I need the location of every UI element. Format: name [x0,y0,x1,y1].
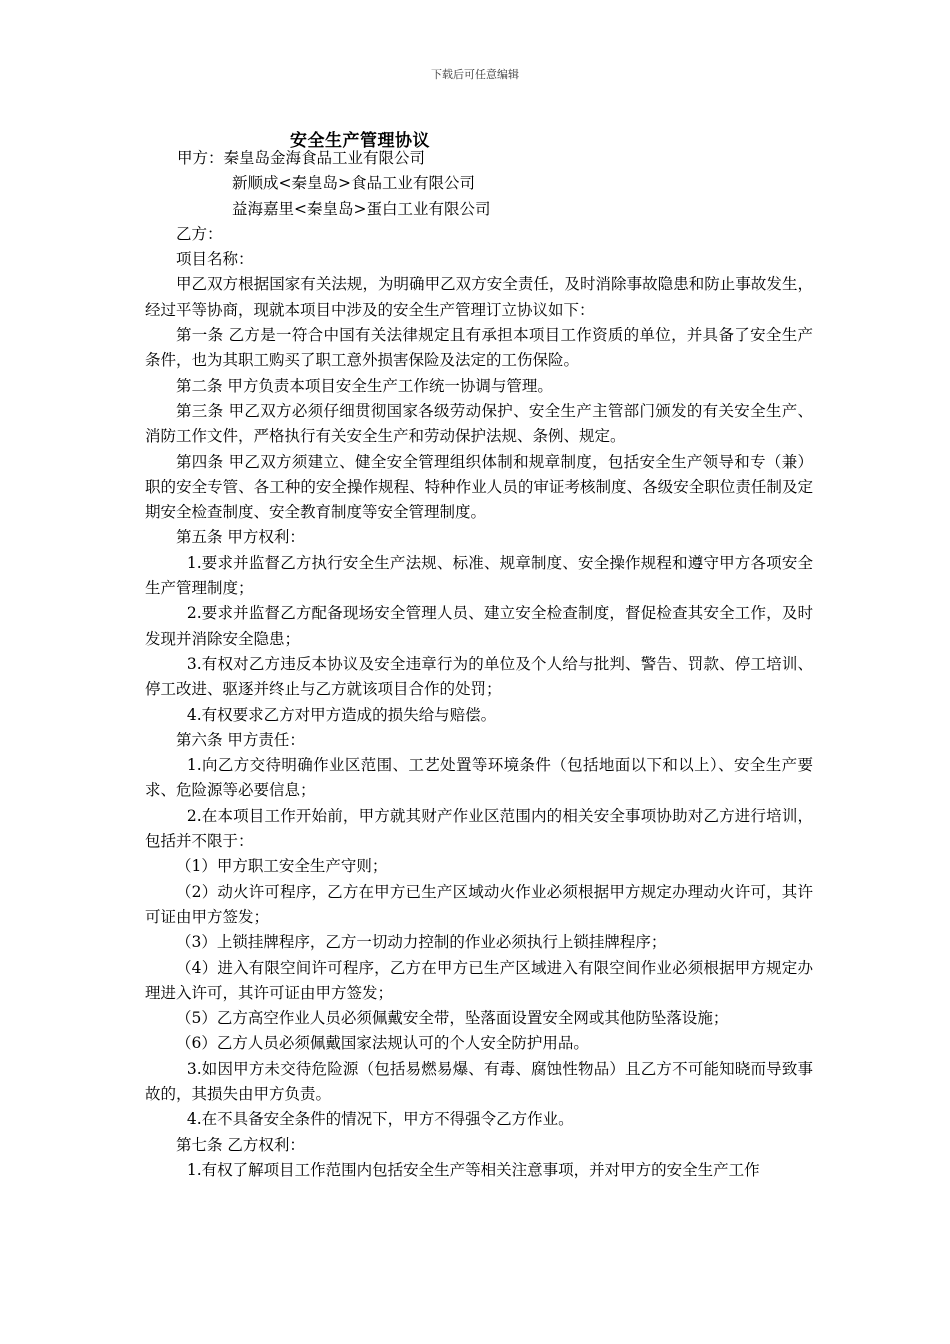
paragraph: 第七条 乙方权利： [176,1135,305,1154]
paragraph: 2.要求并监督乙方配备现场安全管理人员、建立安全检查制度，督促检查其安全工作，及时发现并消除安全隐患； [145,604,813,648]
paragraph: 1.要求并监督乙方执行安全生产法规、标准、规章制度、安全操作规程和遵守甲方各项安全生产管理制度； [145,553,813,598]
document-title: 安全生产管理协议 [290,131,430,151]
paragraph: 第五条 甲方权利： [176,528,305,547]
paragraph: 第三条 甲乙双方必须仔细贯彻国家各级劳动保护、安全生产主管部门颁发的有关安全生产、消防工作文件，严格执行有关安全生产和劳动保护法规、条例、规定。 [145,401,813,446]
paragraph: （5）乙方高空作业人员必须佩戴安全带，坠落面设置安全网或其他防坠落设施； [176,1009,729,1028]
paragraph: 4.有权要求乙方对甲方造成的损失给与赔偿。 [186,705,497,724]
paragraph: 1.有权了解项目工作范围内包括安全生产等相关注意事项，并对甲方的安全生产工作 [186,1160,760,1179]
document-body [145,146,813,1183]
paragraph: （2）动火许可程序，乙方在甲方已生产区域动火作业必须根据甲方规定办理动火许可，其许可证由甲方签发； [145,882,813,926]
paragraph: 第二条 甲方负责本项目安全生产工作统一协调与管理。 [176,376,553,395]
paragraph: 第一条 乙方是一符合中国有关法律规定且有承担本项目工作资质的单位，并具备了安全生产条件，也为其职工购买了职工意外损害保险及法定的工伤保险。 [145,326,813,370]
paragraph: 4.在不具备安全条件的情况下，甲方不得强令乙方作业。 [186,1110,574,1129]
party-a-company-2: 新顺成<秦皇岛>食品工业有限公司 [232,174,475,193]
paragraph: 3.如因甲方未交待危险源（包括易燃易爆、有毒、腐蚀性物品）且乙方不可能知晓而导致事故的，其损失由甲方负责。 [145,1059,813,1103]
paragraph: （6）乙方人员必须佩戴国家法规认可的个人安全防护用品。 [176,1034,589,1053]
paragraph: 第六条 甲方责任： [176,730,305,749]
paragraph: 1.向乙方交待明确作业区范围、工艺处置等环境条件（包括地面以下和以上）、安全生产要求、危险源等必要信息； [145,756,813,800]
party-a: 甲方：秦皇岛金海食品工业有限公司 [177,149,426,167]
paragraph: 甲乙双方根据国家有关法规，为明确甲乙双方安全责任，及时消除事故隐患和防止事故发生，经过平等协商，现就本项目中涉及的安全生产管理订立协议如下： [145,275,813,319]
paragraph: 2.在本项目工作开始前，甲方就其财产作业区范围内的相关安全事项协助对乙方进行培训，包括并不限于： [145,806,813,851]
paragraph: 第四条 甲乙双方须建立、健全安全管理组织体制和规章制度，包括安全生产领导和专（兼）职的安全专管、各工种的安全操作规程、特种作业人员的审证考核制度、各级安全职位责任制及定期安全检查制度、安全教育制度等安全管理制度。 [145,452,813,522]
party-a-company-3: 益海嘉里<秦皇岛>蛋白工业有限公司 [232,199,491,218]
paragraph: 3.有权对乙方违反本协议及安全违章行为的单位及个人给与批判、警告、罚款、停工培训、停工改进、驱逐并终止与乙方就该项目合作的处罚； [145,654,813,699]
paragraph: （4）进入有限空间许可程序，乙方在甲方已生产区域进入有限空间作业必须根据甲方规定办理进入许可，其许可证由甲方签发； [145,958,813,1002]
party-b: 乙方： [176,224,223,243]
project-name: 项目名称： [176,250,254,269]
paragraph: （3）上锁挂牌程序，乙方一切动力控制的作业必须执行上锁挂牌程序； [176,933,667,952]
paragraph: （1）甲方职工安全生产守则； [176,857,388,876]
page-header: 下载后可任意编辑 [431,68,519,81]
